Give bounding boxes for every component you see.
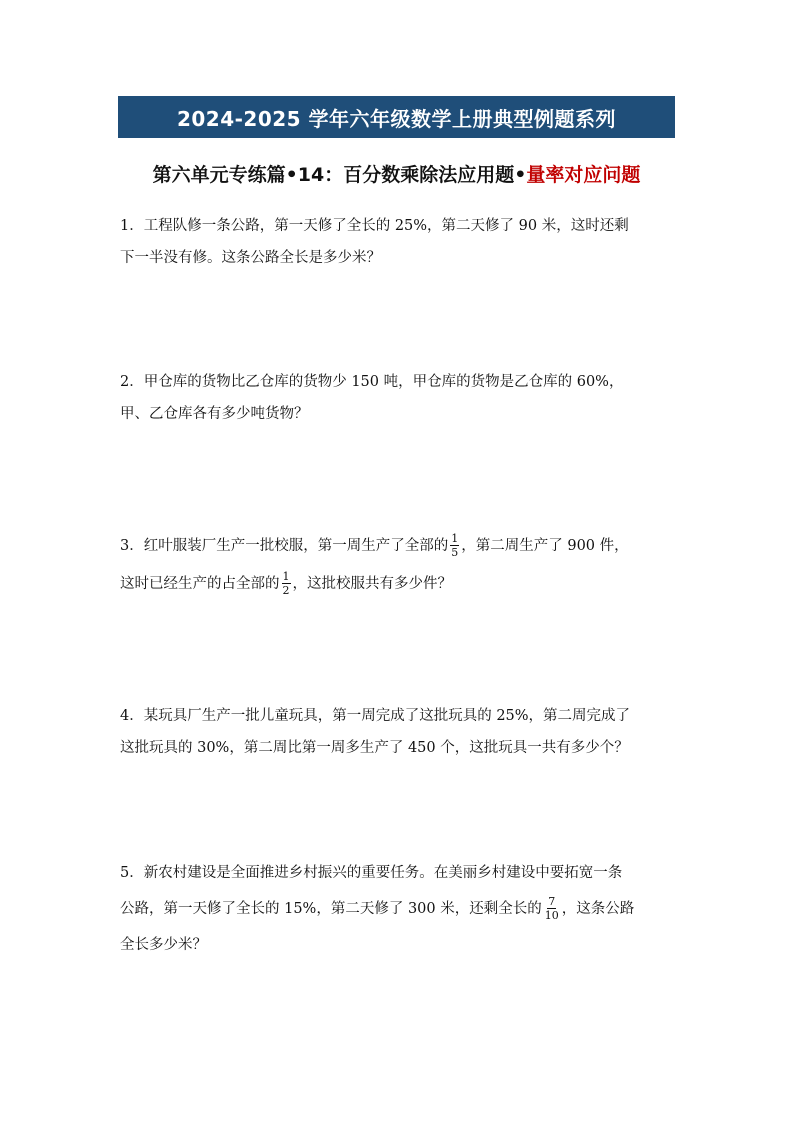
fraction-one-half	[282, 570, 291, 597]
question-4-line-1: 4．某玩具厂生产一批儿童玩具，第一周完成了这批玩具的 25%，第二周完成了	[120, 708, 631, 724]
question-5-line-2	[120, 891, 675, 927]
title-banner	[118, 96, 675, 138]
question-5	[120, 855, 675, 963]
banner-title: 2024-2025 学年六年级数学上册典型例题系列	[176, 106, 617, 131]
question-2-line-2: 甲、乙仓库各有多少吨货物？	[120, 406, 309, 422]
question-3	[120, 527, 675, 603]
fraction-denominator: 5	[451, 545, 459, 559]
fraction-numerator: 1	[451, 531, 459, 545]
question-3-line-1	[120, 527, 675, 565]
question-2	[120, 366, 675, 430]
question-3-text-b: ，第二周生产了 900 件，	[461, 538, 629, 554]
question-3-text-c: 这时已经生产的占全部的	[120, 576, 280, 592]
question-1	[120, 210, 675, 274]
question-4	[120, 700, 675, 764]
subtitle-main: 第六单元专练篇•14：百分数乘除法应用题•	[152, 164, 527, 186]
question-3-text-d: ，这批校服共有多少件？	[292, 576, 452, 592]
question-5-text-a: 公路，第一天修了全长的 15%，第二天修了 300 米，还剩全长的	[120, 901, 542, 917]
fraction-numerator: 1	[282, 569, 290, 583]
fraction-denominator: 2	[282, 583, 290, 597]
question-3-text-a: 3．红叶服装厂生产一批校服，第一周生产了全部的	[120, 538, 449, 554]
question-4-line-2: 这批玩具的 30%，第二周比第一周多生产了 450 个，这批玩具一共有多少个？	[120, 740, 629, 756]
question-1-line-2: 下一半没有修。这条公路全长是多少米？	[120, 250, 381, 266]
page-subtitle	[118, 160, 675, 187]
question-3-line-2	[120, 565, 675, 603]
fraction-denominator: 10	[544, 908, 559, 922]
question-5-text-b: ，这条公路	[561, 901, 635, 917]
question-1-line-1: 1．工程队修一条公路，第一天修了全长的 25%，第二天修了 90 米，这时还剩	[120, 218, 629, 234]
question-5-line-1: 5．新农村建设是全面推进乡村振兴的重要任务。在美丽乡村建设中要拓宽一条	[120, 865, 623, 881]
subtitle-accent: 量率对应问题	[526, 164, 641, 186]
fraction-one-fifth	[450, 532, 459, 559]
question-2-line-1: 2．甲仓库的货物比乙仓库的货物少 150 吨，甲仓库的货物是乙仓库的 60%，	[120, 374, 624, 390]
question-5-line-3: 全长多少米？	[120, 937, 207, 953]
fraction-numerator: 7	[548, 894, 556, 908]
fraction-seven-tenths	[544, 895, 560, 922]
